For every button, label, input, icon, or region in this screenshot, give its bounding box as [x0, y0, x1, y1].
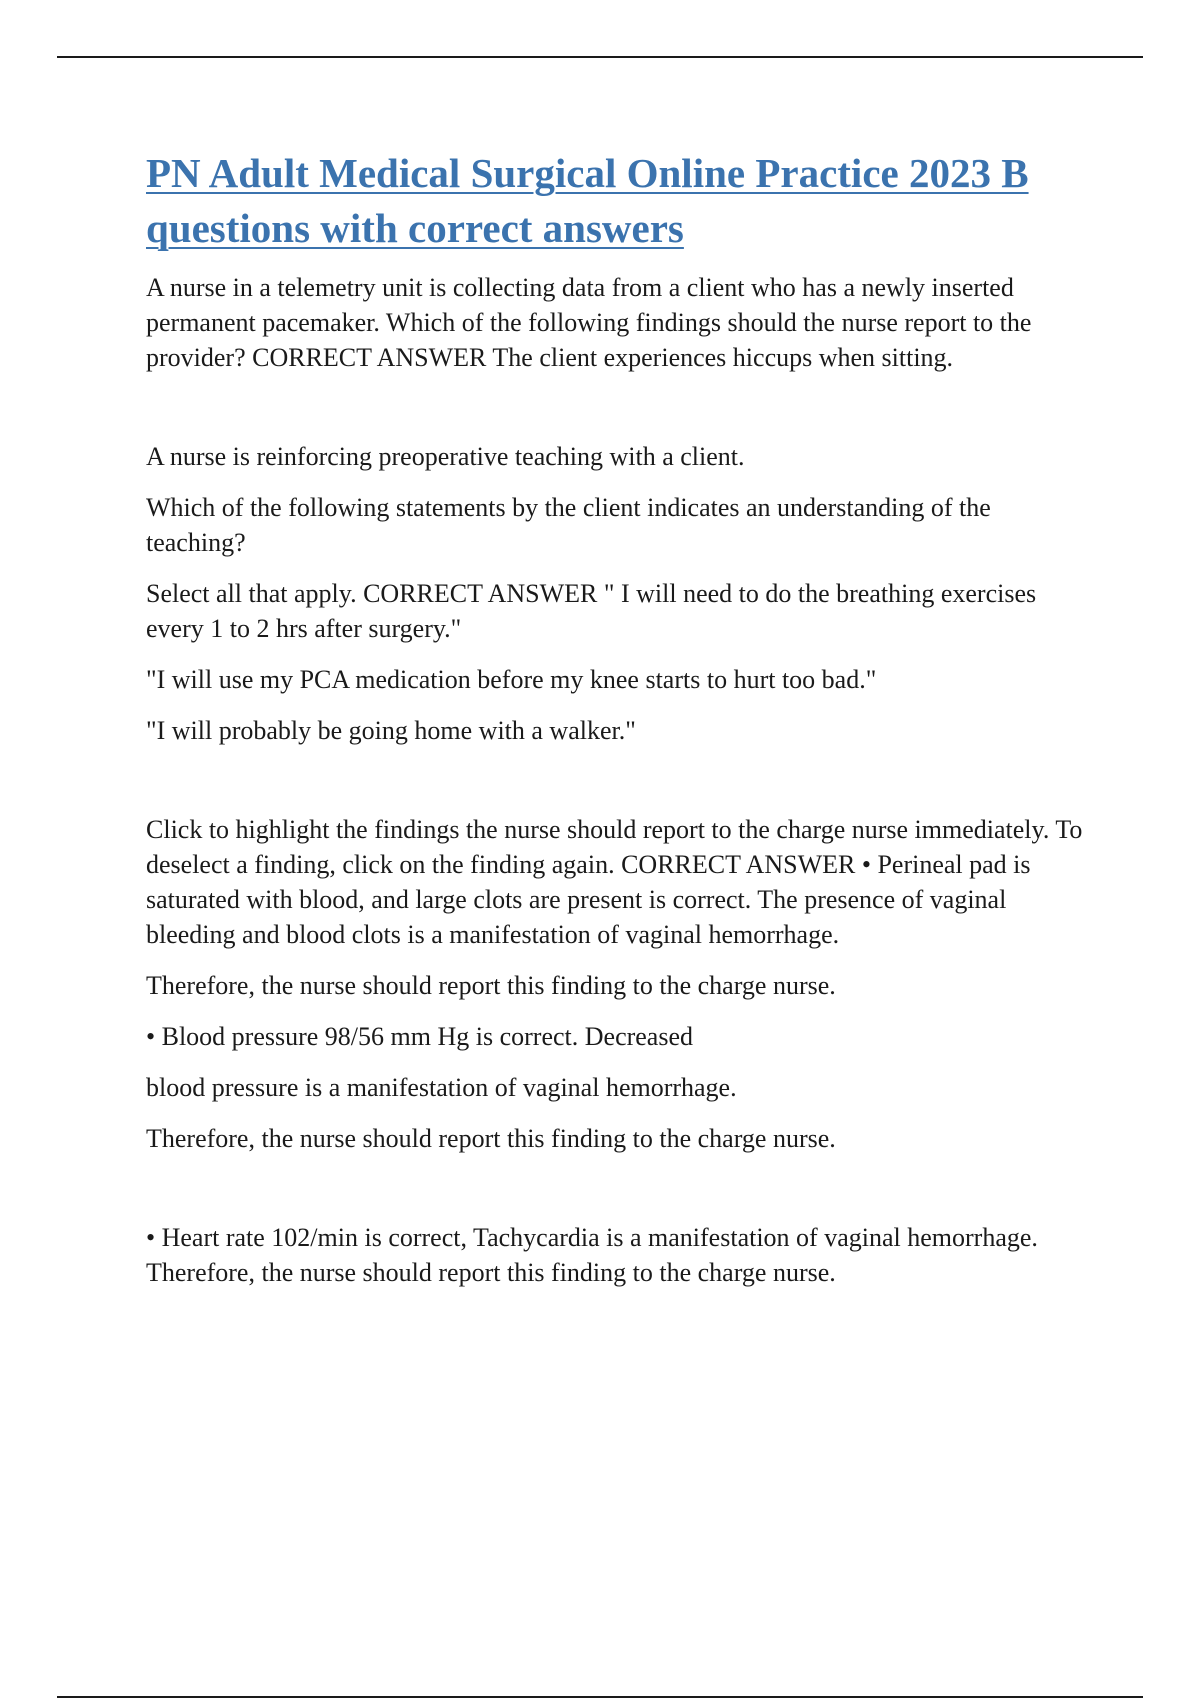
question-3-paragraph-4: blood pressure is a manifestation of vaginal hemorrhage. — [146, 1073, 737, 1102]
question-2-answer-2: "I will use my PCA medication before my knee starts to hurt too bad." — [146, 665, 877, 694]
document-body — [146, 146, 1096, 1290]
question-2-answer: Select all that apply. CORRECT ANSWER " I will need to do the breathing exercises every 1 to 2 hrs after surgery." — [146, 579, 1037, 643]
top-rule — [57, 56, 1143, 58]
question-1: A nurse in a telemetry unit is collecting data from a client who has a newly inserted permanent pacemaker. Which of the following findings should the nurse report to the provider? CORRECT ANSWER The client experiences hiccups when sitting. — [146, 273, 1032, 372]
question-2-intro: A nurse is reinforcing preoperative teaching with a client. — [146, 442, 745, 471]
question-2-text: Which of the following statements by the client indicates an understanding of the teaching? — [146, 493, 991, 557]
question-3-paragraph-3: • Blood pressure 98/56 mm Hg is correct. Decreased — [146, 1022, 694, 1051]
question-2-answer-3: "I will probably be going home with a walker." — [146, 716, 636, 745]
question-3-paragraph-2: Therefore, the nurse should report this finding to the charge nurse. — [146, 971, 836, 1000]
question-3-paragraph-5: Therefore, the nurse should report this finding to the charge nurse. — [146, 1124, 836, 1153]
question-3: Click to highlight the findings the nurse should report to the charge nurse immediately. To deselect a finding, click on the finding again. CORRECT ANSWER • Perineal pad is saturated with blood, and large clots are present is correct. The presence of vaginal bleeding and blood clots is a manifestation of vaginal hemorrhage. — [146, 815, 1083, 949]
question-3-paragraph-6: • Heart rate 102/min is correct, Tachycardia is a manifestation of vaginal hemorrhage. Therefore, the nurse should report this finding to the charge nurse. — [146, 1223, 1038, 1287]
bottom-rule — [57, 1696, 1143, 1698]
document-title[interactable]: PN Adult Medical Surgical Online Practice 2023 B questions with correct answers — [146, 150, 1029, 251]
